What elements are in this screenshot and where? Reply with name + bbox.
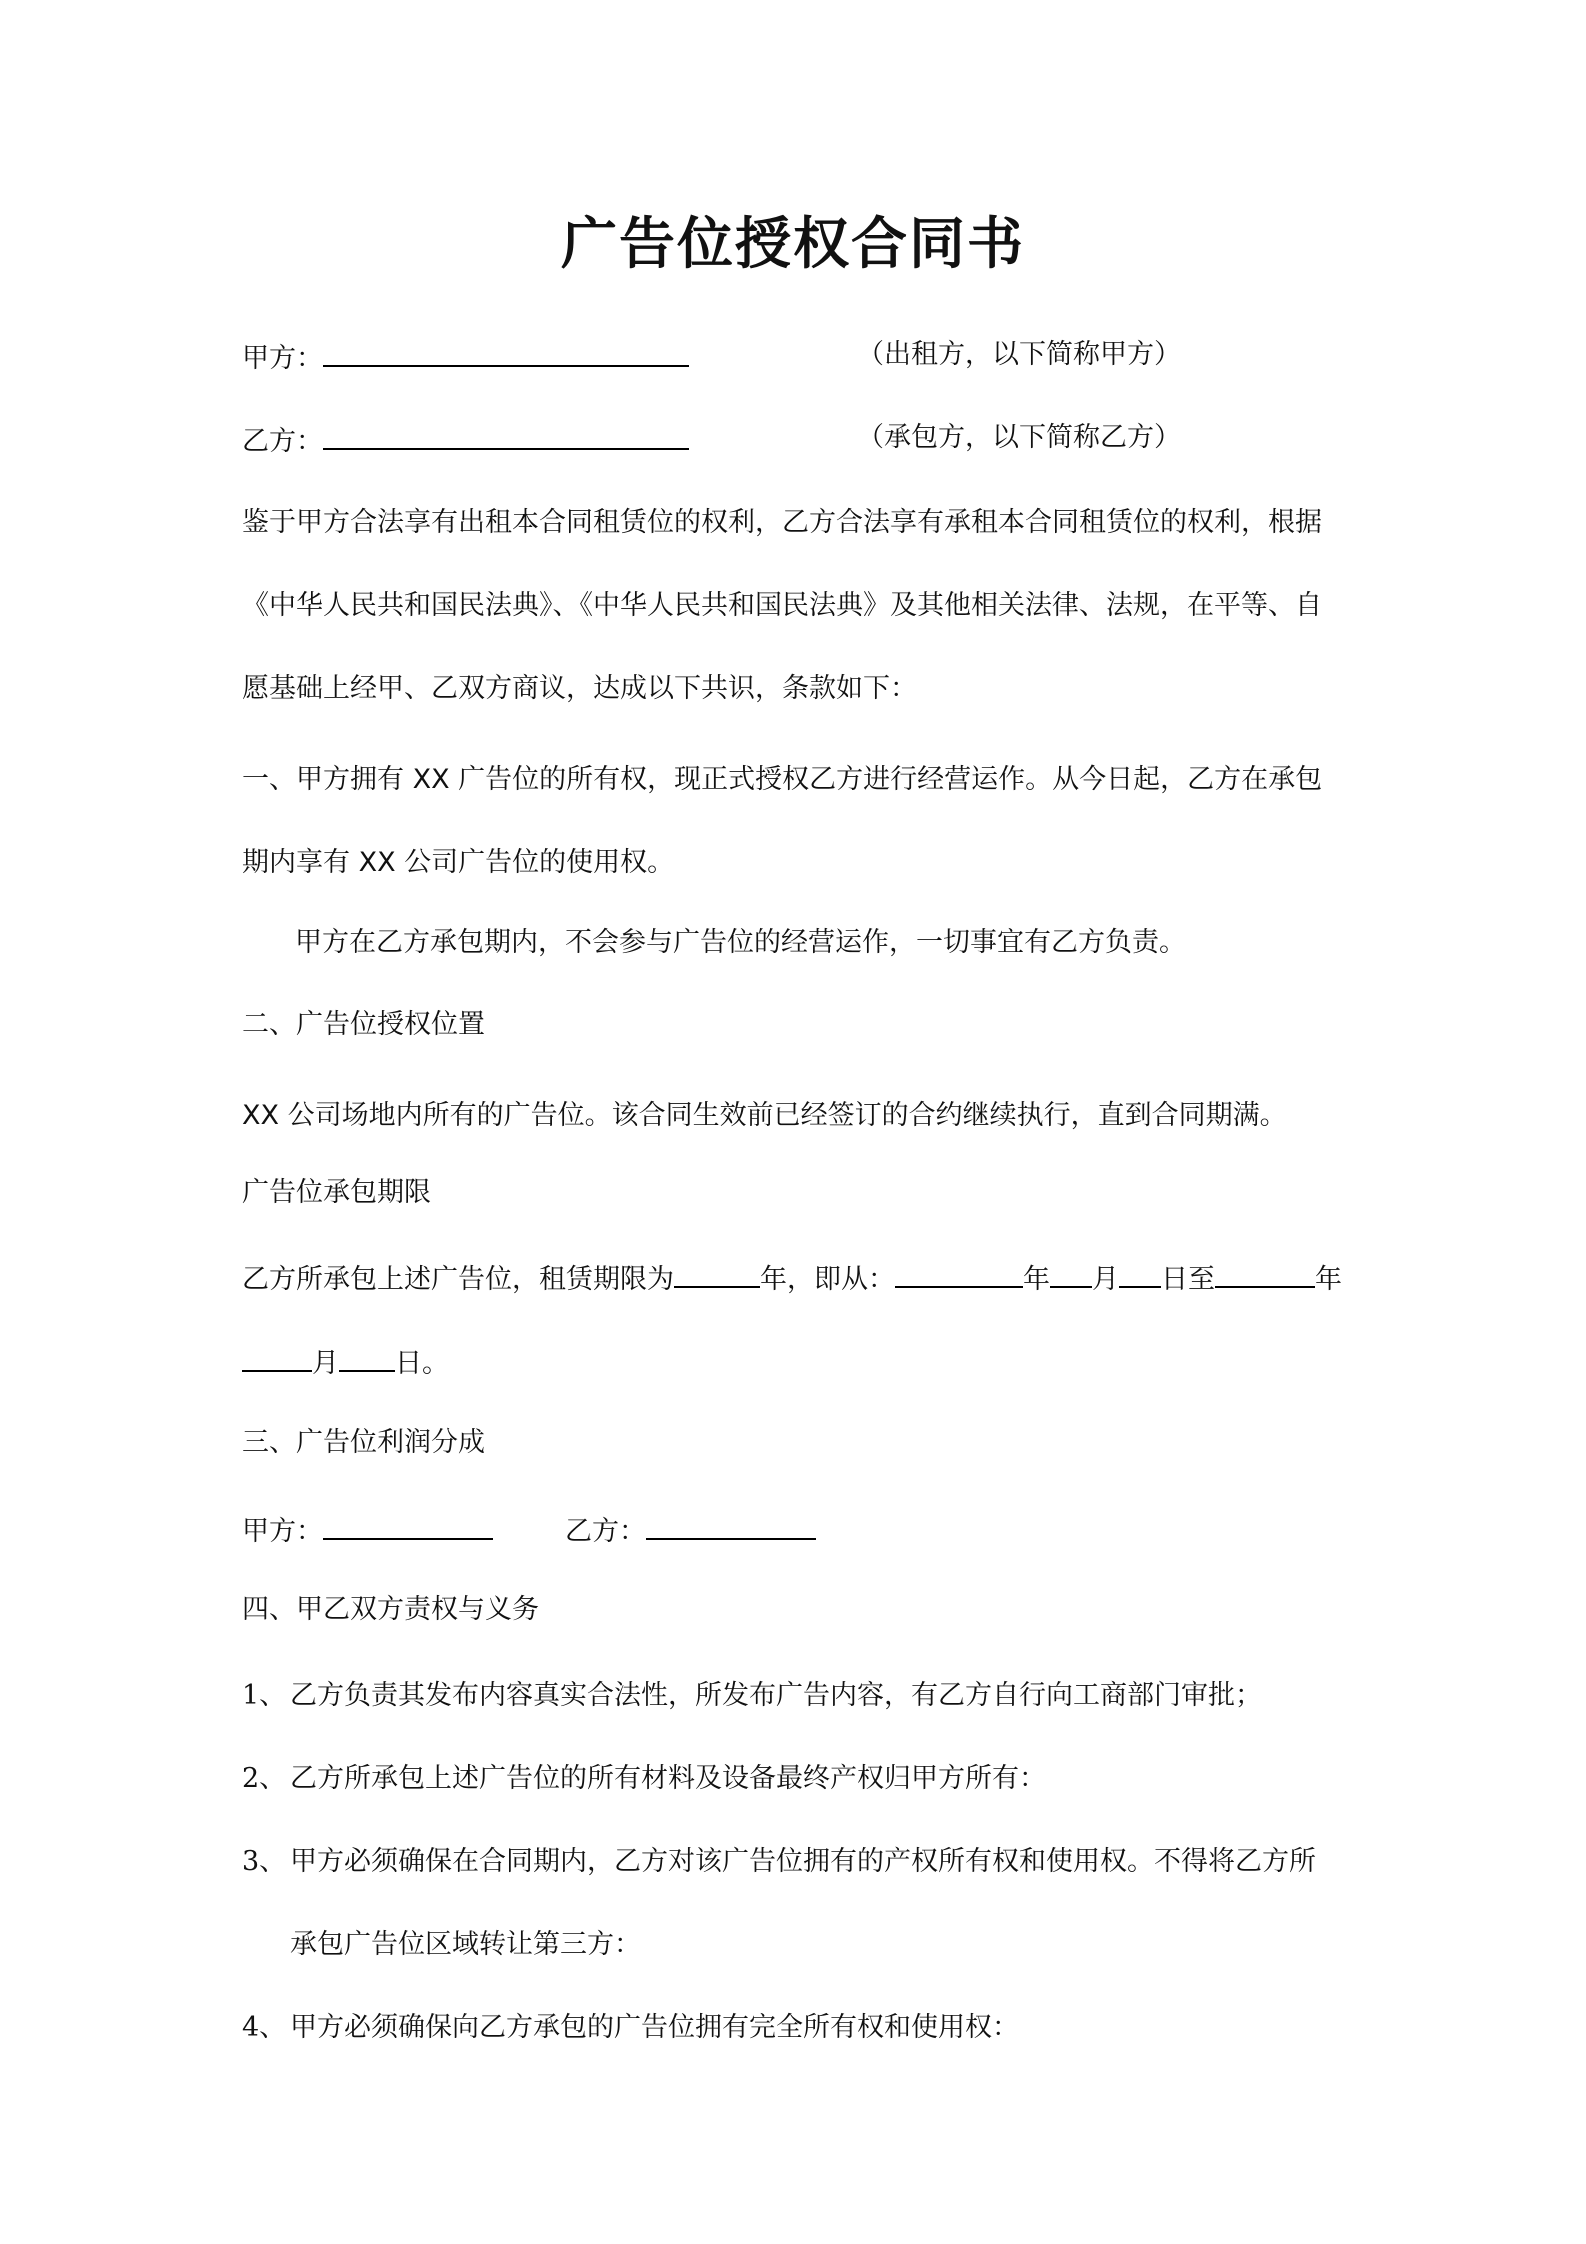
party-a-label: 甲方： <box>242 343 323 374</box>
item-text: 甲方必须确保向乙方承包的广告位拥有完全所有权和使用权： <box>290 2012 1019 2043</box>
party-a-blank[interactable] <box>323 335 689 367</box>
term-years-blank[interactable] <box>674 1256 760 1288</box>
term-text: 年 <box>1023 1264 1050 1295</box>
party-b-label: 乙方： <box>242 426 323 457</box>
profit-a-label: 甲方： <box>242 1516 323 1547</box>
term-text: 月 <box>1092 1264 1119 1295</box>
term-text: 年，即从： <box>760 1264 895 1295</box>
start-month-blank[interactable] <box>1050 1256 1092 1288</box>
party-b-row <box>242 418 689 462</box>
party-b-blank[interactable] <box>323 418 689 450</box>
party-a-note: （出租方，以下简称甲方） <box>857 339 1181 370</box>
preamble-line: 鉴于甲方合法享有出租本合同租赁位的权利，乙方合法享有承租本合同租赁位的权利，根据 <box>242 507 1322 538</box>
term-row <box>242 1256 1342 1300</box>
list-item <box>242 1759 1046 1799</box>
term-text: 乙方所承包上述广告位，租赁期限为 <box>242 1264 674 1295</box>
preamble-line: 愿基础上经甲、乙双方商议，达成以下共识，条款如下： <box>242 673 917 704</box>
term-text: 年 <box>1315 1264 1342 1295</box>
item-text: 乙方负责其发布内容真实合法性，所发布广告内容，有乙方自行向工商部门审批； <box>290 1680 1262 1711</box>
section3-heading: 三、广告位利润分成 <box>242 1427 485 1458</box>
document-title: 广告位授权合同书 <box>561 212 1025 277</box>
term-text: 日至 <box>1161 1264 1215 1295</box>
list-item <box>242 1842 1316 1882</box>
item-number: 3、 <box>242 1846 287 1877</box>
section1-line: 一、甲方拥有 XX 广告位的所有权，现正式授权乙方进行经营运作。从今日起，乙方在承包 <box>242 764 1323 795</box>
end-month-blank[interactable] <box>242 1340 312 1372</box>
party-b-note: （承包方，以下简称乙方） <box>857 422 1181 453</box>
profit-b-blank[interactable] <box>646 1508 816 1540</box>
profit-a-blank[interactable] <box>323 1508 493 1540</box>
term-row-2 <box>242 1340 449 1384</box>
end-day-blank[interactable] <box>339 1340 395 1372</box>
preamble-line: 《中华人民共和国民法典》、《中华人民共和国民法典》及其他相关法律、法规，在平等、自 <box>242 590 1322 621</box>
profit-b-row <box>565 1508 816 1552</box>
item-text: 甲方必须确保在合同期内，乙方对该广告位拥有的产权所有权和使用权。不得将乙方所 <box>290 1846 1316 1877</box>
item-number: 2、 <box>242 1763 287 1794</box>
section2-heading: 二、广告位授权位置 <box>242 1009 485 1040</box>
section4-heading: 四、甲乙双方责权与义务 <box>242 1594 539 1625</box>
list-item-continuation: 承包广告位区域转让第三方： <box>290 1929 641 1960</box>
term-text: 月 <box>312 1348 339 1379</box>
party-a-row <box>242 335 689 379</box>
term-heading: 广告位承包期限 <box>242 1177 431 1208</box>
list-item <box>242 1676 1262 1716</box>
item-text: 乙方所承包上述广告位的所有材料及设备最终产权归甲方所有： <box>290 1763 1046 1794</box>
start-day-blank[interactable] <box>1119 1256 1161 1288</box>
start-year-blank[interactable] <box>895 1256 1023 1288</box>
item-number: 1、 <box>242 1680 287 1711</box>
list-item <box>242 2008 1019 2048</box>
section2-text: XX 公司场地内所有的广告位。该合同生效前已经签订的合约继续执行，直到合同期满。 <box>242 1100 1287 1131</box>
end-year-blank[interactable] <box>1215 1256 1315 1288</box>
profit-a-row <box>242 1508 493 1552</box>
term-text: 日。 <box>395 1348 449 1379</box>
item-number: 4、 <box>242 2012 287 2043</box>
section1-indent: 甲方在乙方承包期内，不会参与广告位的经营运作，一切事宜有乙方负责。 <box>295 927 1186 958</box>
section1-line: 期内享有 XX 公司广告位的使用权。 <box>242 847 675 878</box>
profit-b-label: 乙方： <box>565 1516 646 1547</box>
